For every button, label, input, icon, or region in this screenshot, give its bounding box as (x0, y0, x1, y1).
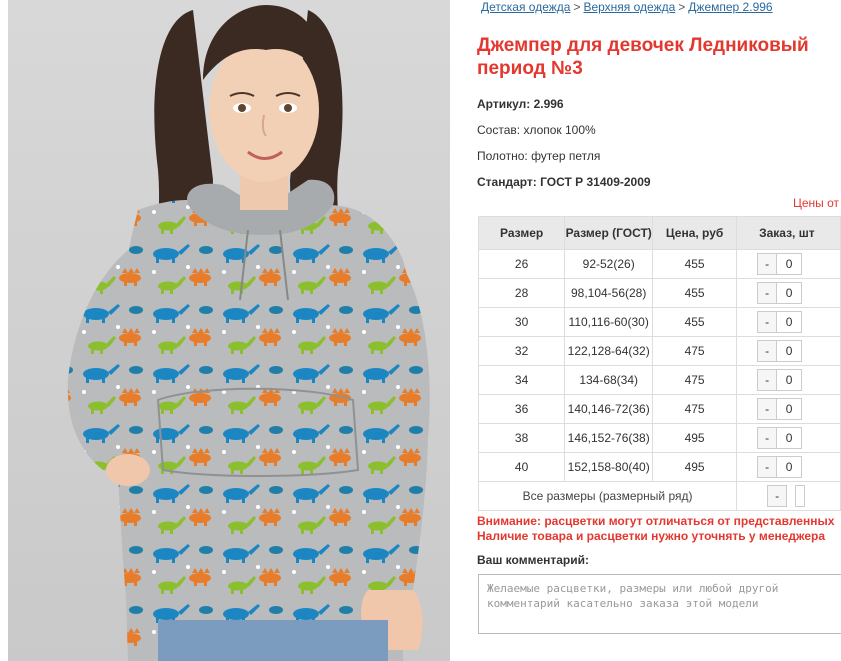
breadcrumb-link-kids[interactable]: Детская одежда (481, 0, 571, 14)
header-order: Заказ, шт (737, 217, 841, 250)
decrement-button[interactable]: - (757, 369, 777, 391)
quantity-input[interactable]: 0 (777, 398, 802, 420)
cell-price: 455 (653, 308, 737, 337)
cell-order (737, 279, 841, 308)
quantity-input[interactable]: 0 (777, 456, 802, 478)
table-row (479, 250, 841, 279)
warning-text (477, 514, 841, 544)
cell-price: 495 (653, 453, 737, 482)
table-row (479, 366, 841, 395)
table-row (479, 279, 841, 308)
size-rows (479, 250, 841, 511)
cell-size: 28 (479, 279, 565, 308)
product-info (477, 0, 841, 661)
quantity-input[interactable]: 0 (777, 253, 802, 275)
quantity-stepper (757, 427, 802, 449)
decrement-button[interactable]: - (757, 456, 777, 478)
cell-price: 475 (653, 395, 737, 424)
breadcrumb-separator: > (573, 0, 581, 14)
breadcrumb-link-current[interactable]: Джемпер 2.996 (688, 0, 773, 14)
warning-line: Внимание: расцветки могут отличаться от представленных (477, 514, 835, 528)
cell-order (737, 337, 841, 366)
decrement-button[interactable]: - (757, 282, 777, 304)
cell-order (737, 424, 841, 453)
cell-size: 40 (479, 453, 565, 482)
cell-size: 34 (479, 366, 565, 395)
quantity-stepper (757, 456, 802, 478)
decrement-button[interactable]: - (757, 427, 777, 449)
cell-price: 475 (653, 337, 737, 366)
quantity-input[interactable]: 0 (777, 427, 802, 449)
spec-value: 2.996 (533, 97, 564, 111)
cell-order (737, 395, 841, 424)
table-row (479, 453, 841, 482)
decrement-button[interactable]: - (757, 311, 777, 333)
spec-value: футер петля (531, 149, 601, 163)
cell-price: 455 (653, 279, 737, 308)
table-row (479, 424, 841, 453)
table-row (479, 308, 841, 337)
spec-value: хлопок 100% (523, 123, 596, 137)
header-gost: Размер (ГОСТ) (565, 217, 653, 250)
cell-price: 455 (653, 250, 737, 279)
cell-gost: 92-52(26) (565, 250, 653, 279)
cell-size: 26 (479, 250, 565, 279)
cell-price: 495 (653, 424, 737, 453)
spec-article (477, 97, 564, 111)
cell-size: 32 (479, 337, 565, 366)
breadcrumb-link-outerwear[interactable]: Верхняя одежда (583, 0, 676, 14)
warning-line: Наличие товара и расцветки нужно уточнять у менеджера (477, 529, 826, 543)
table-row-all-sizes (479, 482, 841, 511)
cell-order (737, 250, 841, 279)
cell-order (737, 453, 841, 482)
table-row (479, 395, 841, 424)
size-table (478, 216, 841, 511)
header-size: Размер (479, 217, 565, 250)
spec-standard (477, 175, 651, 189)
quantity-input[interactable]: 0 (777, 369, 802, 391)
decrement-button[interactable]: - (757, 398, 777, 420)
cell-size: 38 (479, 424, 565, 453)
cell-gost: 110,116-60(30) (565, 308, 653, 337)
cell-gost: 140,146-72(36) (565, 395, 653, 424)
quantity-stepper (757, 369, 802, 391)
spec-composition (477, 123, 596, 137)
spec-fabric (477, 149, 600, 163)
table-row (479, 337, 841, 366)
cell-gost: 122,128-64(32) (565, 337, 653, 366)
cell-size: 36 (479, 395, 565, 424)
header-price: Цена, руб (653, 217, 737, 250)
quantity-input[interactable]: 0 (777, 340, 802, 362)
all-sizes-quantity[interactable] (795, 485, 805, 507)
prices-note: Цены от (793, 196, 840, 210)
spec-label: Полотно: (477, 149, 528, 163)
table-header-row (479, 217, 841, 250)
cell-gost: 134-68(34) (565, 366, 653, 395)
cell-gost: 146,152-76(38) (565, 424, 653, 453)
spec-label: Артикул: (477, 97, 531, 111)
decrement-button[interactable]: - (757, 253, 777, 275)
cell-gost: 98,104-56(28) (565, 279, 653, 308)
all-sizes-stepper (767, 485, 805, 507)
cell-order (737, 308, 841, 337)
quantity-input[interactable]: 0 (777, 282, 802, 304)
all-sizes-label: Все размеры (размерный ряд) (479, 482, 737, 511)
comment-input[interactable] (478, 574, 841, 634)
product-title: Джемпер для девочек Ледниковый период №3 (477, 35, 809, 79)
spec-value: ГОСТ Р 31409-2009 (540, 175, 651, 189)
cell-size: 30 (479, 308, 565, 337)
quantity-stepper (757, 398, 802, 420)
quantity-stepper (757, 311, 802, 333)
decrement-button[interactable]: - (757, 340, 777, 362)
cell-gost: 152,158-80(40) (565, 453, 653, 482)
quantity-stepper (757, 340, 802, 362)
comment-label: Ваш комментарий: (477, 553, 590, 567)
spec-label: Состав: (477, 123, 521, 137)
spec-label: Стандарт: (477, 175, 537, 189)
quantity-stepper (757, 253, 802, 275)
cell-order (737, 366, 841, 395)
all-sizes-decrement-button[interactable]: - (767, 485, 787, 507)
product-illustration (8, 0, 450, 661)
breadcrumb-separator: > (678, 0, 686, 14)
cell-order-all (737, 482, 841, 511)
quantity-input[interactable]: 0 (777, 311, 802, 333)
quantity-stepper (757, 282, 802, 304)
cell-price: 475 (653, 366, 737, 395)
product-photo[interactable] (8, 0, 450, 661)
breadcrumb (481, 0, 773, 14)
